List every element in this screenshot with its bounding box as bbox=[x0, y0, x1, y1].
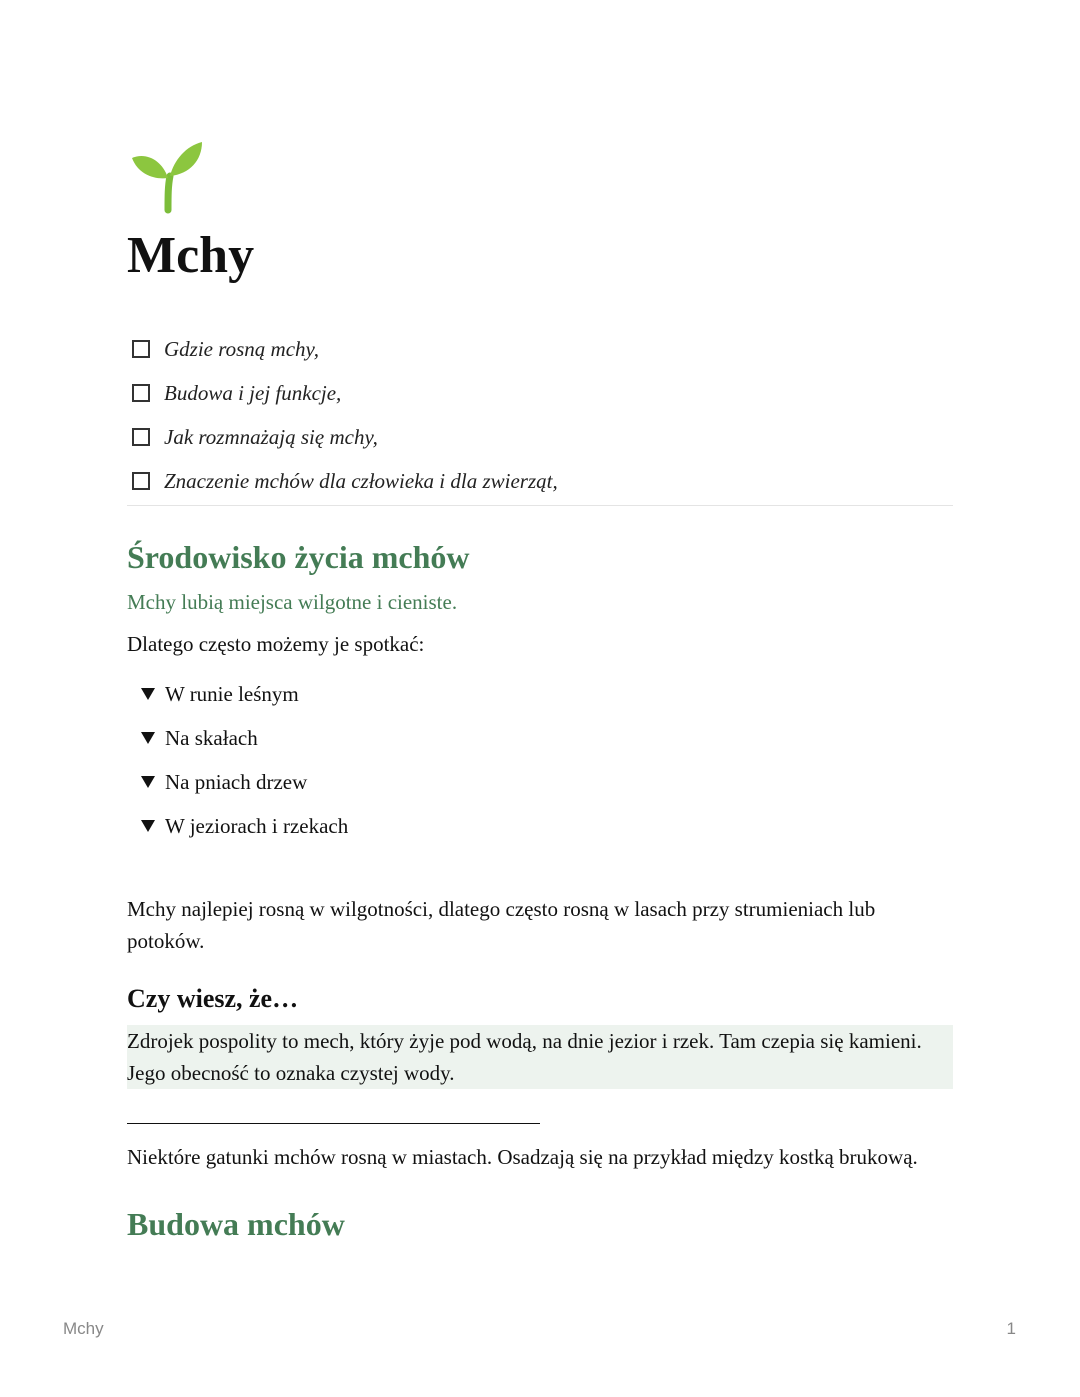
triangle-down-icon[interactable] bbox=[141, 820, 155, 832]
todo-checkbox[interactable] bbox=[132, 428, 150, 446]
toggle-label: Na pniach drzew bbox=[165, 769, 308, 794]
toggle-list bbox=[141, 672, 348, 848]
section-heading-structure: Budowa mchów bbox=[127, 1206, 345, 1242]
horizontal-rule bbox=[127, 1123, 540, 1124]
todo-label: Znaczenie mchów dla człowieka i dla zwierząt, bbox=[164, 468, 558, 493]
todo-list bbox=[132, 327, 952, 503]
triangle-down-icon[interactable] bbox=[141, 688, 155, 700]
divider bbox=[127, 505, 953, 506]
toggle-item[interactable] bbox=[141, 760, 348, 804]
seedling-icon[interactable] bbox=[128, 138, 204, 214]
todo-label: Budowa i jej funkcje, bbox=[164, 380, 342, 405]
callout-text: Zdrojek pospolity to mech, który żyje pod wodą, na dnie jezior i rzek. Tam czepia się kamieni. Jego obecność to oznaka czystej wody. bbox=[127, 1029, 922, 1085]
toggle-item[interactable] bbox=[141, 716, 348, 760]
todo-item bbox=[132, 327, 952, 371]
toggle-label: Na skałach bbox=[165, 725, 258, 750]
todo-label: Jak rozmnażają się mchy, bbox=[164, 424, 378, 449]
toggle-label: W jeziorach i rzekach bbox=[165, 813, 349, 838]
todo-checkbox[interactable] bbox=[132, 384, 150, 402]
todo-item bbox=[132, 459, 952, 503]
todo-checkbox[interactable] bbox=[132, 472, 150, 490]
paragraph-cities: Niektóre gatunki mchów rosną w miastach. Osadzają się na przykład między kostką brukową. bbox=[127, 1145, 918, 1169]
todo-label: Gdzie rosną mchy, bbox=[164, 336, 319, 361]
triangle-down-icon[interactable] bbox=[141, 776, 155, 788]
toggle-item[interactable] bbox=[141, 804, 348, 848]
page-title: Mchy bbox=[127, 227, 255, 284]
callout-block bbox=[127, 1025, 953, 1089]
todo-item bbox=[132, 371, 952, 415]
footer-page-number: 1 bbox=[1006, 1319, 1016, 1338]
triangle-down-icon[interactable] bbox=[141, 732, 155, 744]
paragraph-humidity: Mchy najlepiej rosną w wilgotności, dlatego często rosną w lasach przy strumieniach lub potoków. bbox=[127, 897, 876, 953]
section-heading-environment: Środowisko życia mchów bbox=[127, 539, 470, 575]
green-note: Mchy lubią miejsca wilgotne i cieniste. bbox=[127, 590, 458, 614]
todo-checkbox[interactable] bbox=[132, 340, 150, 358]
toggle-label: W runie leśnym bbox=[165, 681, 299, 706]
intro-text: Dlatego często możemy je spotkać: bbox=[127, 632, 425, 656]
did-you-know-heading: Czy wiesz, że… bbox=[127, 984, 299, 1013]
footer-doc-name: Mchy bbox=[63, 1319, 104, 1338]
toggle-item[interactable] bbox=[141, 672, 348, 716]
todo-item bbox=[132, 415, 952, 459]
